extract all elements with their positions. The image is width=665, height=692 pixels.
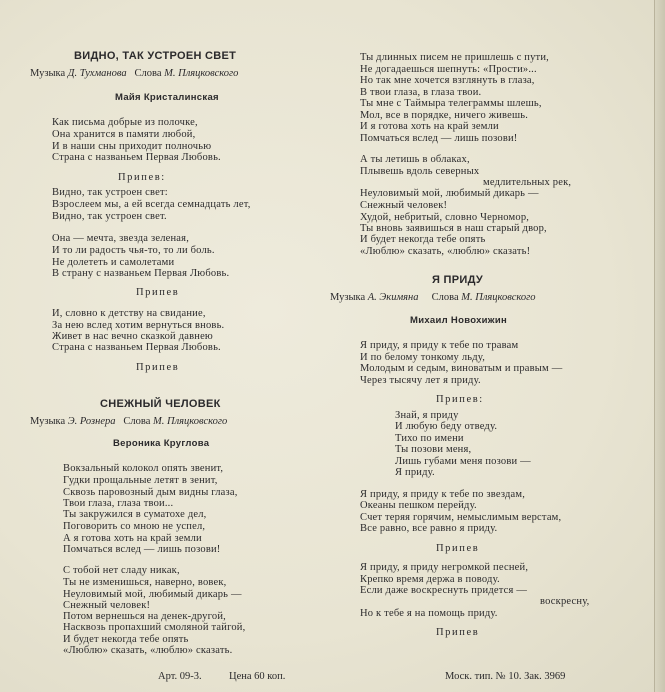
lyric-line: И в наши сны приходит полночью [52,141,212,152]
lyric-line: Вокзальный колокол опять звенит, [63,463,224,474]
words-label: Слова [134,68,162,79]
lyric-line: Я приду. [395,467,435,478]
lyric-line: За нею вслед хотим вернуться вновь. [52,320,225,331]
composer: А. Экимяна [367,292,419,303]
performer: Михаил Новохижин [410,315,508,326]
lyric-line: Помчаться вслед — лишь позови! [360,133,518,144]
lyric-line: Помчаться вслед — лишь позови! [63,544,221,555]
lyricist: М. Пляцковского [461,292,536,303]
lyric-line: И любую беду отведу. [395,421,498,432]
lyric-line: Ты не изменишься, наверно, вовек, [63,577,227,588]
song-credits [30,68,238,79]
lyric-line: воскресну, [540,596,590,607]
sleeve-edge [654,0,665,692]
lyric-line: Не догадаешься шепнуть: «Прости»... [360,64,537,75]
price: Цена 60 коп. [229,671,286,682]
words-label: Слова [123,416,151,427]
chorus-repeat: Припев [436,543,480,554]
lyric-line: «Люблю» сказать, «люблю» сказать! [360,246,531,257]
lyric-line: В страну с названьем Первая Любовь. [52,268,230,279]
lyric-line: Неуловимый мой, любимый дикарь — [63,589,242,600]
performer: Майя Кристалинская [115,92,219,103]
lyric-line: Но к тебе я на помощь приду. [360,608,498,619]
lyric-line: Ты мне с Таймыра телеграммы шлешь, [360,98,542,109]
lyric-line: Если даже воскреснуть придется — [360,585,528,596]
lyric-line: Океаны пешком перейду. [360,500,477,511]
music-label: Музыка [30,68,66,79]
lyric-line: И по белому тонкому льду, [360,352,486,363]
lyric-line: А я готова хоть на край земли [63,533,202,544]
lyric-line: И я готова хоть на край земли [360,121,499,132]
lyric-line: Тихо по имени [395,433,464,444]
lyric-line: Плывешь вдоль северных [360,166,480,177]
lyric-line: Знай, я приду [395,410,459,421]
lyric-line: Но так мне хочется взглянуть в глаза, [360,75,535,86]
composer: Э. Рознера [67,416,116,427]
lyricist: М. Пляцковского [164,68,239,79]
song-credits [30,416,227,427]
lyric-line: Как письма добрые из полочке, [52,117,198,128]
lyric-line: Гудки прощальные летят в зенит, [63,475,218,486]
lyric-line: Через тысячу лет я приду. [360,375,481,386]
lyric-line: Худой, небритый, словно Черномор, [360,212,530,223]
music-label: Музыка [330,292,366,303]
music-label: Музыка [30,416,66,427]
lyric-line: И, словно к детству на свидание, [52,308,206,319]
lyric-line: Молодым и седым, виноватым и правым — [360,363,563,374]
lyric-line: Не долететь и самолетами [52,257,175,268]
lyric-line: Ты закружился в суматохе дел, [63,509,207,520]
chorus-label: Припев: [436,394,484,405]
lyric-line: Ты длинных писем не пришлешь с пути, [360,52,549,63]
chorus-repeat: Припев [136,287,180,298]
chorus-repeat: Припев [136,362,180,373]
lyric-line: Все равно, все равно я приду. [360,523,498,534]
lyric-line: И будет некогда тебе опять [360,234,486,245]
lyric-line: «Люблю» сказать, «люблю» сказать. [63,645,233,656]
lyric-line: Страна с названьем Первая Любовь. [52,152,221,163]
lyric-line: И будет некогда тебе опять [63,634,189,645]
lyric-line: Ты вновь заявишься в наш старый двор, [360,223,547,234]
lyric-line: Счет теряя горячим, немыслимым верстам, [360,512,562,523]
lyric-line: Она хранится в памяти любой, [52,129,196,140]
words-label: Слова [431,292,459,303]
lyric-line: Сквозь паровозный дым видны глаза, [63,487,238,498]
lyric-line: медлительных рек, [483,177,572,188]
chorus-label: Припев: [118,172,166,183]
lyric-line: Я приду, я приду к тебе по травам [360,340,519,351]
lyric-line: Крепко время держа в поводу. [360,574,500,585]
lyricist: М. Пляцковского [153,416,228,427]
lyric-line: Лишь губами меня позови — [395,456,531,467]
song-credits [330,292,536,303]
lyric-line: Снежный человек! [360,200,448,211]
lyric-line: Поговорить со мною не успел, [63,521,206,532]
song-title: ВИДНО, ТАК УСТРОЕН СВЕТ [74,50,237,62]
chorus-repeat: Припев [436,627,480,638]
lyric-line: И то ли радость чья-то, то ли боль. [52,245,215,256]
performer: Вероника Круглова [113,438,210,449]
lyric-line: Страна с названьем Первая Любовь. [52,342,221,353]
lyric-line: Мол, все в порядке, ничего живешь. [360,110,529,121]
lyric-line: Взрослеем мы, а ей всегда семнадцать лет, [52,199,251,210]
lyric-line: В твои глаза, в глаза твои. [360,87,482,98]
lyric-line: Я приду, я приду негромкой песней, [360,562,529,573]
article-number: Арт. 09-3. [158,671,202,682]
printer-info: Моск. тип. № 10. Зак. 3969 [445,671,566,682]
lyric-line: Она — мечта, звезда зеленая, [52,233,190,244]
composer: Д. Тухманова [67,68,127,79]
lyric-line: Живет в нас вечно сказкой давнею [52,331,213,342]
lyric-line: Видно, так устроен свет. [52,211,167,222]
lyric-line: Видно, так устроен свет: [52,187,168,198]
lyric-line: Насквозь пропахший смоляной тайгой, [63,622,246,633]
song-title: Я ПРИДУ [432,274,484,286]
lyric-line: Я приду, я приду к тебе по звездам, [360,489,526,500]
lyric-line: Потом вернешься на денек-другой, [63,611,226,622]
song-title: СНЕЖНЫЙ ЧЕЛОВЕК [100,398,221,410]
lyric-line: С тобой нет сладу никак, [63,565,180,576]
lyric-line: Твои глаза, глаза твои... [63,498,174,509]
lyric-line: Неуловимый мой, любимый дикарь — [360,188,539,199]
lyric-line: А ты летишь в облаках, [360,154,470,165]
lyric-line: Ты позови меня, [395,444,472,455]
lyric-line: Снежный человек! [63,600,151,611]
